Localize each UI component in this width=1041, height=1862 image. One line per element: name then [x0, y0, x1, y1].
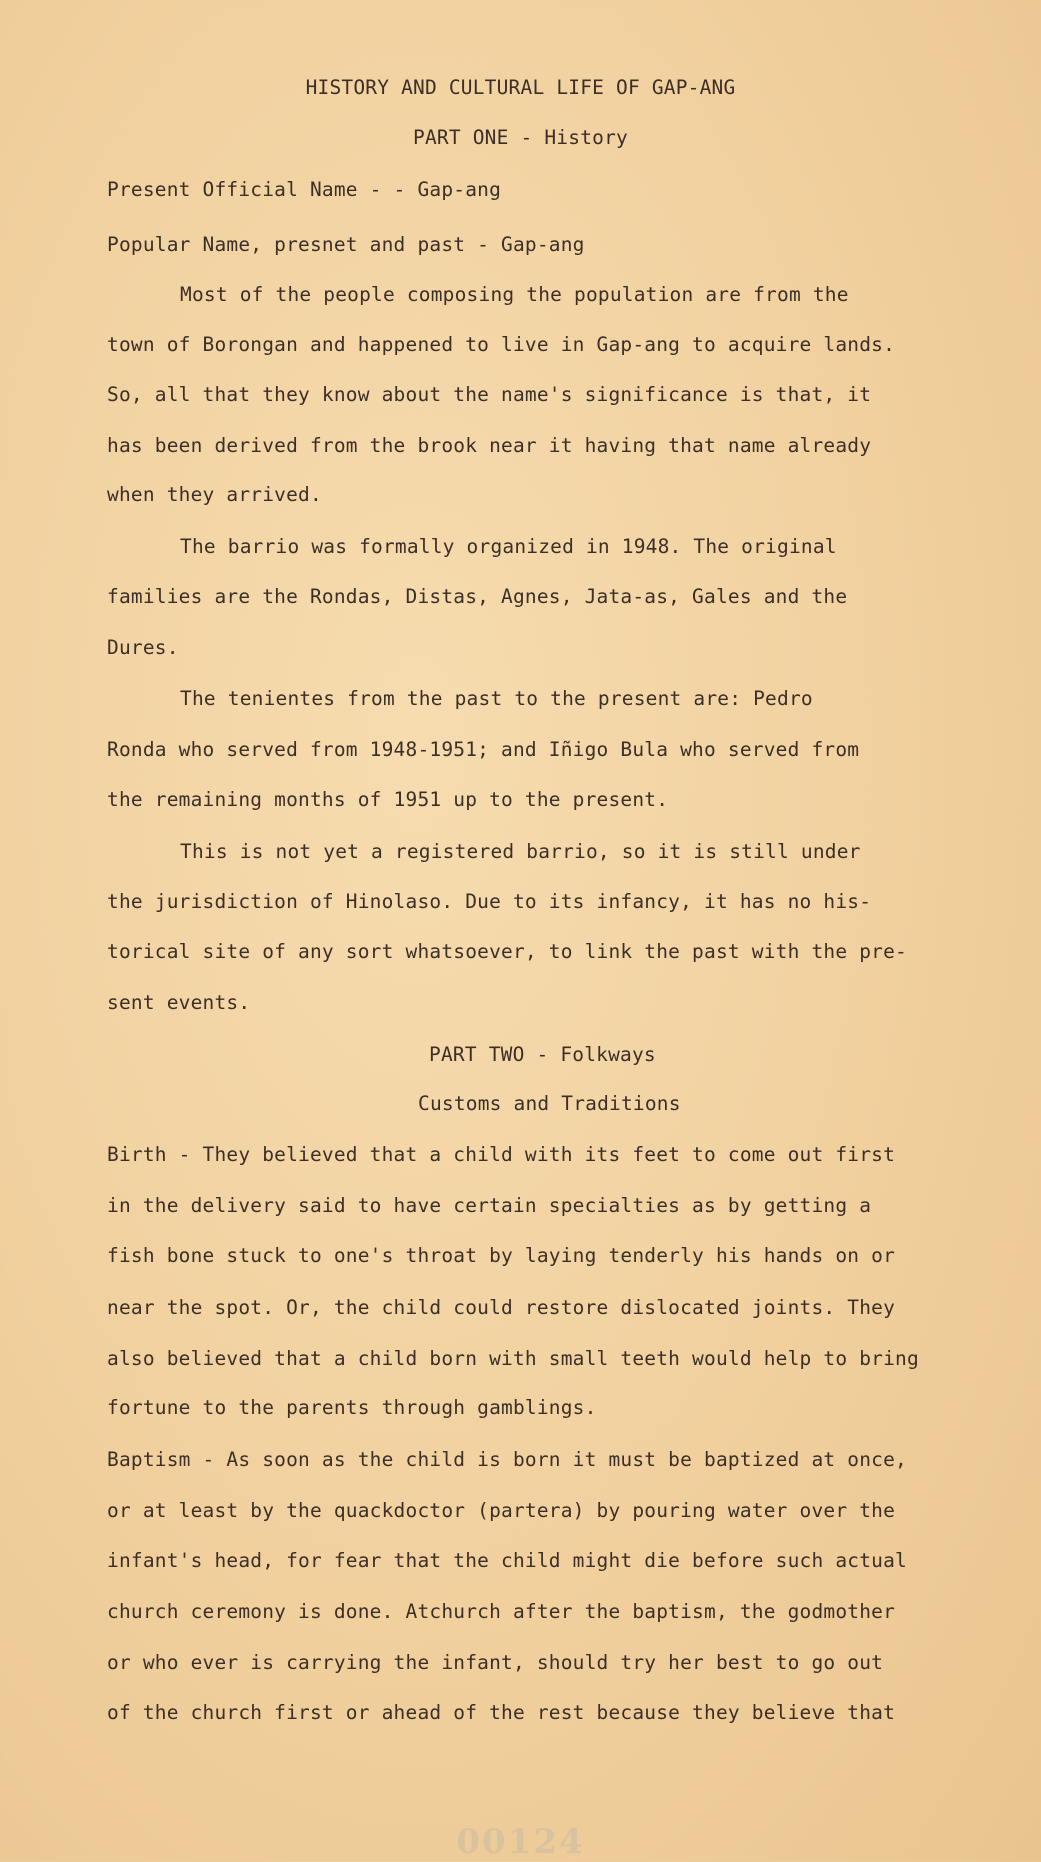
body-line: Baptism - As soon as the child is born it must be baptized at once,	[107, 1448, 907, 1471]
body-line: or at least by the quackdoctor (partera) by pouring water over the	[107, 1499, 896, 1522]
body-line: Ronda who served from 1948-1951; and Iñigo Bula who served from	[107, 738, 860, 761]
customs-heading: Customs and Traditions	[418, 1092, 681, 1115]
body-line: when they arrived.	[107, 483, 322, 506]
part-two-heading: PART TWO - Folkways	[429, 1043, 656, 1066]
body-line: Dures.	[107, 636, 179, 659]
body-line: the remaining months of 1951 up to the present.	[107, 788, 669, 811]
body-line: sent events.	[107, 991, 251, 1014]
body-line: or who ever is carrying the infant, should try her best to go out	[107, 1651, 884, 1674]
body-line: in the delivery said to have certain specialties as by getting a	[107, 1194, 872, 1217]
popular-name-line: Popular Name, presnet and past - Gap-ang	[107, 233, 585, 256]
body-line: Birth - They believed that a child with its feet to come out first	[107, 1143, 896, 1166]
document-title: HISTORY AND CULTURAL LIFE OF GAP-ANG	[305, 76, 736, 99]
body-line: fortune to the parents through gamblings.	[107, 1396, 597, 1419]
page-number-stamp: 00124	[456, 1822, 585, 1862]
body-line: So, all that they know about the name's significance is that, it	[107, 383, 872, 406]
body-line: church ceremony is done. Atchurch after the baptism, the godmother	[107, 1600, 896, 1623]
body-line: fish bone stuck to one's throat by laying tenderly his hands on or	[107, 1244, 896, 1267]
body-line: This is not yet a registered barrio, so it is still under	[180, 840, 861, 863]
body-line: The barrio was formally organized in 1948. The original	[180, 535, 837, 558]
body-line: town of Borongan and happened to live in Gap-ang to acquire lands.	[107, 333, 896, 356]
official-name-line: Present Official Name - - Gap-ang	[107, 178, 502, 201]
body-line: torical site of any sort whatsoever, to link the past with the pre-	[107, 940, 907, 963]
body-line: has been derived from the brook near it having that name already	[107, 434, 872, 457]
body-line: of the church first or ahead of the rest because they believe that	[107, 1701, 896, 1724]
body-line: infant's head, for fear that the child might die before such actual	[107, 1549, 907, 1572]
body-line: families are the Rondas, Distas, Agnes, Jata-as, Gales and the	[107, 585, 848, 608]
body-line: also believed that a child born with small teeth would help to bring	[107, 1347, 919, 1370]
body-line: Most of the people composing the population are from the	[180, 283, 849, 306]
body-line: near the spot. Or, the child could restore dislocated joints. They	[107, 1296, 896, 1319]
part-one-heading: PART ONE - History	[413, 126, 628, 149]
body-line: the jurisdiction of Hinolaso. Due to its infancy, it has no his-	[107, 890, 872, 913]
body-line: The tenientes from the past to the present are: Pedro	[180, 687, 813, 710]
